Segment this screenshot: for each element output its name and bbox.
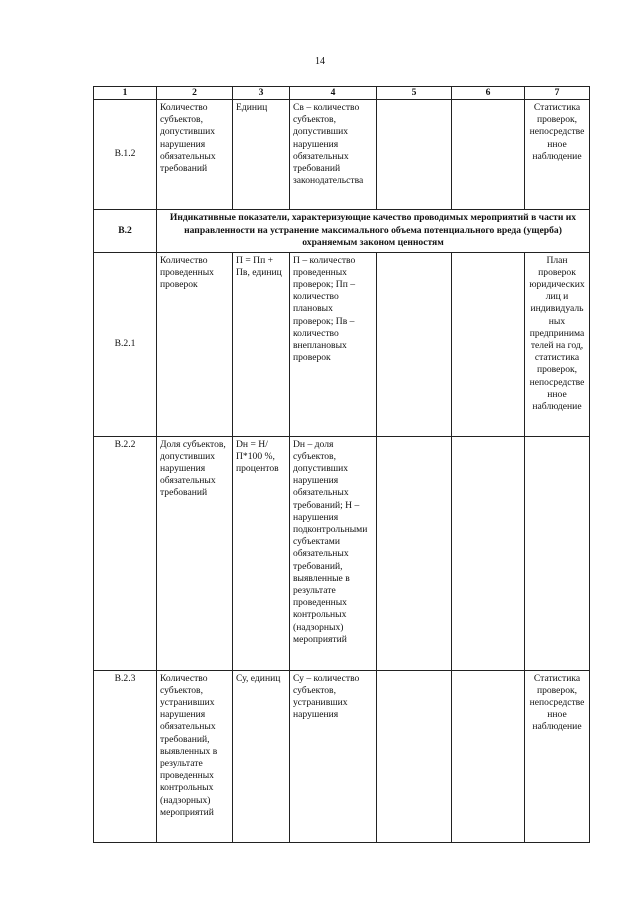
page-number: 14 xyxy=(315,56,325,67)
indicators-table xyxy=(93,86,590,843)
indicator-unit: Dн = Н/П*100 %, процентов xyxy=(233,436,290,670)
column-5-cell xyxy=(377,100,452,210)
indicator-formula: Dн – доля субъектов, допустивших нарушения обязательных требований; Н – нарушения подконтрольными субъектами обязательных требований, выявленные в результате проведенных контрольных (надзорных) мероприятий xyxy=(290,436,377,670)
column-6-cell xyxy=(452,252,525,436)
section-title: Индикативные показатели, характеризующие качество проводимых мероприятий в части их направленности на устранение максимального объема потенциального вреда (ущерба) охраняемым законом ценностям xyxy=(157,210,590,253)
header-cell: 7 xyxy=(525,87,590,100)
section-row xyxy=(94,210,590,253)
data-source: Статистика проверок, непосредственное наблюдение xyxy=(525,100,590,210)
indicator-name: Доля субъектов, допустивших нарушения обязательных требований xyxy=(157,436,233,670)
section-code: В.2 xyxy=(94,210,157,253)
table-row xyxy=(94,100,590,210)
indicator-formula: Св – количество субъектов, допустивших нарушения обязательных требований законодательства xyxy=(290,100,377,210)
table-row xyxy=(94,436,590,670)
indicator-name: Количество субъектов, устранивших нарушения обязательных требований, выявленных в результате проведенных контрольных (надзорных) мероприятий xyxy=(157,670,233,842)
row-code: В.2.1 xyxy=(94,252,157,436)
column-6-cell xyxy=(452,670,525,842)
indicator-formula: П – количество проведенных проверок; Пп – количество плановых проверок; Пв – количество внеплановых проверок xyxy=(290,252,377,436)
column-5-cell xyxy=(377,252,452,436)
data-source xyxy=(525,436,590,670)
row-code: В.2.3 xyxy=(94,670,157,842)
table-row xyxy=(94,670,590,842)
header-cell: 3 xyxy=(233,87,290,100)
data-source: Статистика проверок, непосредственное наблюдение xyxy=(525,670,590,842)
header-cell: 6 xyxy=(452,87,525,100)
column-6-cell xyxy=(452,100,525,210)
row-code: В.1.2 xyxy=(94,100,157,210)
table-header-row xyxy=(94,87,590,100)
header-cell: 4 xyxy=(290,87,377,100)
column-5-cell xyxy=(377,436,452,670)
column-5-cell xyxy=(377,670,452,842)
indicator-name: Количество проведенных проверок xyxy=(157,252,233,436)
indicator-unit: Су, единиц xyxy=(233,670,290,842)
header-cell: 1 xyxy=(94,87,157,100)
indicator-unit: Единиц xyxy=(233,100,290,210)
header-cell: 2 xyxy=(157,87,233,100)
row-code: В.2.2 xyxy=(94,436,157,670)
indicator-name: Количество субъектов, допустивших нарушения обязательных требований xyxy=(157,100,233,210)
column-6-cell xyxy=(452,436,525,670)
data-source: План проверок юридических лиц и индивидуальных предпринимателей на год, статистика проверок, непосредственное наблюдение xyxy=(525,252,590,436)
indicator-unit: П = Пп + Пв, единиц xyxy=(233,252,290,436)
indicator-formula: Су – количество субъектов, устранивших нарушения xyxy=(290,670,377,842)
header-cell: 5 xyxy=(377,87,452,100)
table-row xyxy=(94,252,590,436)
